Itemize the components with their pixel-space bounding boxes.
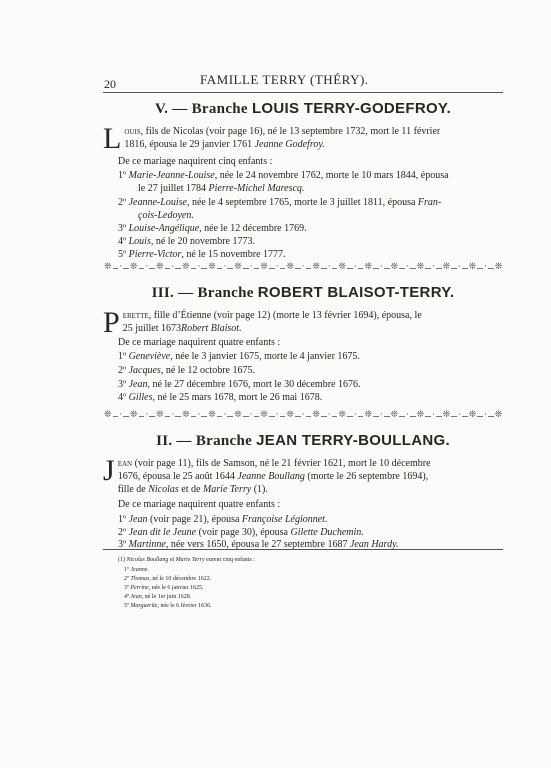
item-text: , né le 15 novembre 1777.	[181, 249, 286, 260]
ornament-flower-icon: ❊	[494, 409, 503, 419]
ornament-dot-icon: ·	[223, 409, 227, 419]
ornament-flower-icon: ❊	[260, 261, 268, 271]
ornament-dot-icon: ·	[197, 409, 201, 419]
item-text: , né le 12 octobre 1675.	[160, 365, 255, 376]
fn-name: Jeanne	[130, 567, 148, 573]
ornament-flower-icon: ❊	[364, 409, 373, 419]
item-number: 4º	[118, 236, 129, 247]
children-intro: De ce mariage naquirent quatre enfants :	[118, 337, 281, 348]
list-item	[118, 378, 498, 391]
ornament-dot-icon: ·	[327, 261, 331, 271]
children-intro: De ce mariage naquirent quatre enfants :	[118, 499, 281, 510]
intro-text: et de	[178, 484, 203, 495]
fn-text: 5º	[124, 603, 131, 609]
ornament-dot-icon: ·	[431, 409, 435, 419]
ornament-flower-icon: ❊	[390, 409, 399, 419]
intro-text: , fils de Nicolas (voir page 16), né le 13 septembre 1732, mort le 11 février	[140, 126, 441, 137]
ornament-dot-icon: ·	[483, 409, 487, 419]
ornament-flower-icon: ❊	[182, 409, 190, 419]
child-name: Louise-Angélique	[128, 223, 200, 234]
ornament-flower-icon: ❊	[364, 261, 373, 271]
section-ii-branch: Branche	[195, 433, 253, 449]
spouse-name: Jean Hardy.	[349, 539, 399, 550]
item-number: 2º	[118, 197, 129, 208]
ornament-dot-icon: ·	[275, 409, 279, 419]
ornament-flower-icon: ❊	[234, 409, 242, 419]
section-ii-title	[103, 432, 503, 450]
item-text: , né le 20 novembre 1773.	[150, 236, 255, 247]
child-name: Jean	[128, 514, 148, 525]
fn-name: Jean	[130, 594, 142, 600]
section-iii-intro	[103, 306, 501, 339]
ornament-dot-icon: ·	[301, 261, 305, 271]
fn-text: et	[168, 557, 176, 563]
item-number: 3º	[118, 379, 129, 390]
ornament-dot-icon: ·	[353, 409, 357, 419]
section-ii-name: JEAN TERRY-BOULLANG.	[256, 432, 450, 449]
section-iii-branch: Branche	[197, 285, 254, 301]
spouse-name: Fran-	[417, 197, 442, 208]
ornament-flower-icon: ❊	[390, 261, 399, 271]
ornament-flower-icon: ❊	[442, 409, 451, 419]
item-text: (voir page 30), épousa	[196, 527, 291, 538]
section-iii-numeral: III. —	[151, 285, 194, 301]
ornament-flower-icon: ❊	[286, 409, 294, 419]
ornament-dot-icon: ·	[379, 409, 383, 419]
child-name: Jean dit le Jeune	[128, 527, 197, 538]
item-text: , né le 27 décembre 1676, mort le 30 décembre 1676.	[147, 379, 361, 390]
list-item	[118, 196, 498, 222]
ornament-flower-icon: ❊	[104, 261, 112, 271]
spouse-name: Pierre-Michel Marescq.	[208, 183, 305, 194]
item-number: 1º	[118, 514, 129, 525]
section-ii-numeral: II. —	[156, 433, 192, 449]
ornament-flower-icon: ❊	[312, 261, 320, 271]
fn-text: 2º	[124, 576, 131, 582]
footnote-line	[124, 593, 191, 601]
ornament-dot-icon: ·	[249, 409, 253, 419]
ornament-flower-icon: ❊	[312, 409, 320, 419]
spouse-name: Jeanne Godefroy.	[254, 139, 325, 150]
parent-name: Nicolas	[148, 484, 179, 495]
section-iii-name: ROBERT BLAISOT-TERRY.	[257, 284, 455, 301]
ornament-flower-icon: ❊	[338, 261, 346, 271]
footnote-line	[124, 566, 149, 574]
ornament-flower-icon: ❊	[338, 409, 346, 419]
spouse-name: Françoise Légionnet.	[241, 514, 328, 525]
ornament-dot-icon: ·	[145, 261, 149, 271]
intro-text: 1816, épousa le 29 janvier 1761	[124, 139, 255, 150]
footnote-line	[124, 584, 204, 592]
item-number: 5º	[118, 249, 129, 260]
section-ii-intro	[103, 454, 501, 496]
ornament-dot-icon: ·	[353, 261, 357, 271]
spouse-name: Jeanne Boullang	[237, 471, 305, 482]
intro-text: (voir page 11), fils de Samson, né le 21 février 1621, mort le 10 décembre	[132, 458, 431, 469]
ornament-flower-icon: ❊	[468, 409, 477, 419]
ornament-dot-icon: ·	[379, 261, 383, 271]
ornament-flower-icon: ❊	[416, 409, 425, 419]
child-name: Jeanne-Louise	[128, 197, 187, 208]
intro-text: , fille d’Étienne (voir page 12) (morte le 13 février 1694), épousa, le	[148, 310, 422, 321]
item-text: (voir page 21), épousa	[147, 514, 242, 525]
ornament-flower-icon: ❊	[130, 409, 138, 419]
ornament-dot-icon: ·	[249, 261, 253, 271]
item-number: 2º	[118, 365, 129, 376]
intro-word: ouis	[124, 126, 141, 137]
spouse-name: Robert Blaisot.	[181, 323, 242, 334]
intro-word: ean	[117, 458, 133, 469]
fn-text: 3º	[124, 585, 131, 591]
section-iii-title	[103, 284, 503, 302]
fn-text: , née le 6 février 1636.	[157, 603, 212, 609]
list-item	[118, 169, 498, 195]
page-number: 20	[104, 77, 116, 91]
intro-word: erette	[122, 310, 149, 321]
fn-text: , né le 10 décembre 1622.	[149, 576, 212, 582]
list-item	[118, 222, 498, 235]
fn-text: eurent cinq enfants :	[204, 557, 255, 563]
intro-text: 1676, épousa le 25 août 1644	[117, 471, 238, 482]
item-text: , née le 3 janvier 1675, morte le 4 janvier 1675.	[170, 351, 360, 362]
footnote-line	[124, 575, 211, 583]
ornament-dot-icon: ·	[275, 261, 279, 271]
ornament-flower-icon: ❊	[208, 261, 216, 271]
ornament-flower-icon: ❊	[208, 409, 216, 419]
ornament-dot-icon: ·	[301, 409, 305, 419]
child-name: Pierre-Victor	[128, 249, 182, 260]
section-v-name: LOUIS TERRY-GODEFROY.	[251, 100, 452, 117]
dropcap: L	[103, 122, 122, 155]
ornament-dot-icon: ·	[483, 261, 487, 271]
list-item	[118, 364, 498, 377]
item-text: le 27 juillet 1784	[138, 183, 209, 194]
spouse-name: Gilette Duchemin.	[290, 527, 364, 538]
ornament-flower-icon: ❊	[182, 261, 190, 271]
item-number: 4º	[118, 392, 129, 403]
list-item	[118, 235, 498, 248]
ornament-dot-icon: ·	[171, 409, 175, 419]
ornament-dot-icon: ·	[405, 261, 409, 271]
footnote-ref: (1).	[251, 484, 268, 495]
ornamental-divider	[103, 409, 503, 423]
footnote-rule	[103, 549, 503, 550]
section-v-numeral: V. —	[154, 101, 188, 117]
item-number: 1º	[118, 170, 129, 181]
child-name: Gilles	[128, 392, 153, 403]
item-number: 3º	[118, 223, 129, 234]
fn-name: Perrine	[130, 585, 149, 591]
item-text: , née le 4 septembre 1765, morte le 3 juillet 1811, épousa	[186, 197, 418, 208]
item-number: 3º	[118, 539, 129, 550]
item-number: 1º	[118, 351, 129, 362]
ornament-glyphs	[103, 261, 503, 272]
ornament-flower-icon: ❊	[104, 409, 112, 419]
intro-text: (morte le 26 septembre 1694),	[304, 471, 429, 482]
fn-text: , née le 6 janvier 1625.	[148, 585, 204, 591]
list-item	[118, 350, 498, 363]
item-text: , née le 24 novembre 1762, morte le 10 mars 1844, épousa	[214, 170, 449, 181]
ornament-dot-icon: ·	[119, 409, 123, 419]
footnote-line	[124, 602, 212, 610]
footnote-line	[118, 556, 255, 564]
fn-name: Marguerite	[130, 603, 158, 609]
fn-text: .	[147, 567, 149, 573]
item-number: 2º	[118, 527, 129, 538]
intro-text: 25 juillet 1673	[122, 323, 182, 334]
ornament-flower-icon: ❊	[156, 409, 164, 419]
child-name: Louis	[128, 236, 151, 247]
child-name: Marie-Jeanne-Louise	[128, 170, 215, 181]
header-rule	[103, 92, 503, 93]
item-text: , née vers 1650, épousa le 27 septembre 1687	[165, 539, 350, 550]
fn-name: Marie Terry	[175, 557, 205, 563]
ornament-flower-icon: ❊	[468, 261, 477, 271]
child-name: Jacques	[128, 365, 161, 376]
list-item	[118, 391, 498, 404]
ornament-flower-icon: ❊	[442, 261, 451, 271]
dropcap: J	[103, 454, 115, 487]
section-v-title	[103, 100, 503, 118]
list-item	[118, 513, 498, 526]
ornament-dot-icon: ·	[431, 261, 435, 271]
section-v-branch: Branche	[191, 101, 248, 117]
fn-name: Nicolas Boullang	[126, 557, 169, 563]
fn-text: , né le 1er juin 1628.	[141, 594, 192, 600]
children-intro: De ce mariage naquirent cinq enfants :	[118, 156, 273, 167]
fn-text: (1)	[118, 557, 127, 563]
ornament-glyphs	[103, 409, 503, 420]
ornament-dot-icon: ·	[327, 409, 331, 419]
section-v-intro	[103, 122, 501, 155]
ornament-dot-icon: ·	[457, 261, 461, 271]
running-title: FAMILLE TERRY (THÉRY).	[200, 72, 369, 87]
ornament-flower-icon: ❊	[234, 261, 242, 271]
ornament-dot-icon: ·	[119, 261, 123, 271]
item-text: , née le 12 décembre 1769.	[199, 223, 307, 234]
ornament-dot-icon: ·	[171, 261, 175, 271]
fn-name: Thomas	[130, 576, 150, 582]
parent-name: Marie Terry	[202, 484, 252, 495]
ornament-dot-icon: ·	[223, 261, 227, 271]
ornament-flower-icon: ❊	[286, 261, 294, 271]
child-name: Martinne	[128, 539, 166, 550]
fn-text: 1º	[124, 567, 131, 573]
ornament-dot-icon: ·	[457, 409, 461, 419]
ornament-flower-icon: ❊	[494, 261, 503, 271]
child-name: Geneviève	[128, 351, 171, 362]
ornament-dot-icon: ·	[405, 409, 409, 419]
spouse-name: çois-Ledoyen.	[138, 210, 194, 221]
child-name: Jean	[128, 379, 148, 390]
ornament-dot-icon: ·	[145, 409, 149, 419]
ornament-flower-icon: ❊	[416, 261, 425, 271]
ornament-flower-icon: ❊	[260, 409, 268, 419]
ornament-flower-icon: ❊	[130, 261, 138, 271]
dropcap: P	[103, 306, 120, 339]
list-item	[118, 248, 498, 261]
ornament-dot-icon: ·	[197, 261, 201, 271]
fn-text: 4º	[124, 594, 131, 600]
ornamental-divider	[103, 261, 503, 275]
intro-text: fille de	[117, 484, 149, 495]
item-text: , né le 25 mars 1678, mort le 26 mai 1678.	[152, 392, 323, 403]
ornament-flower-icon: ❊	[156, 261, 164, 271]
